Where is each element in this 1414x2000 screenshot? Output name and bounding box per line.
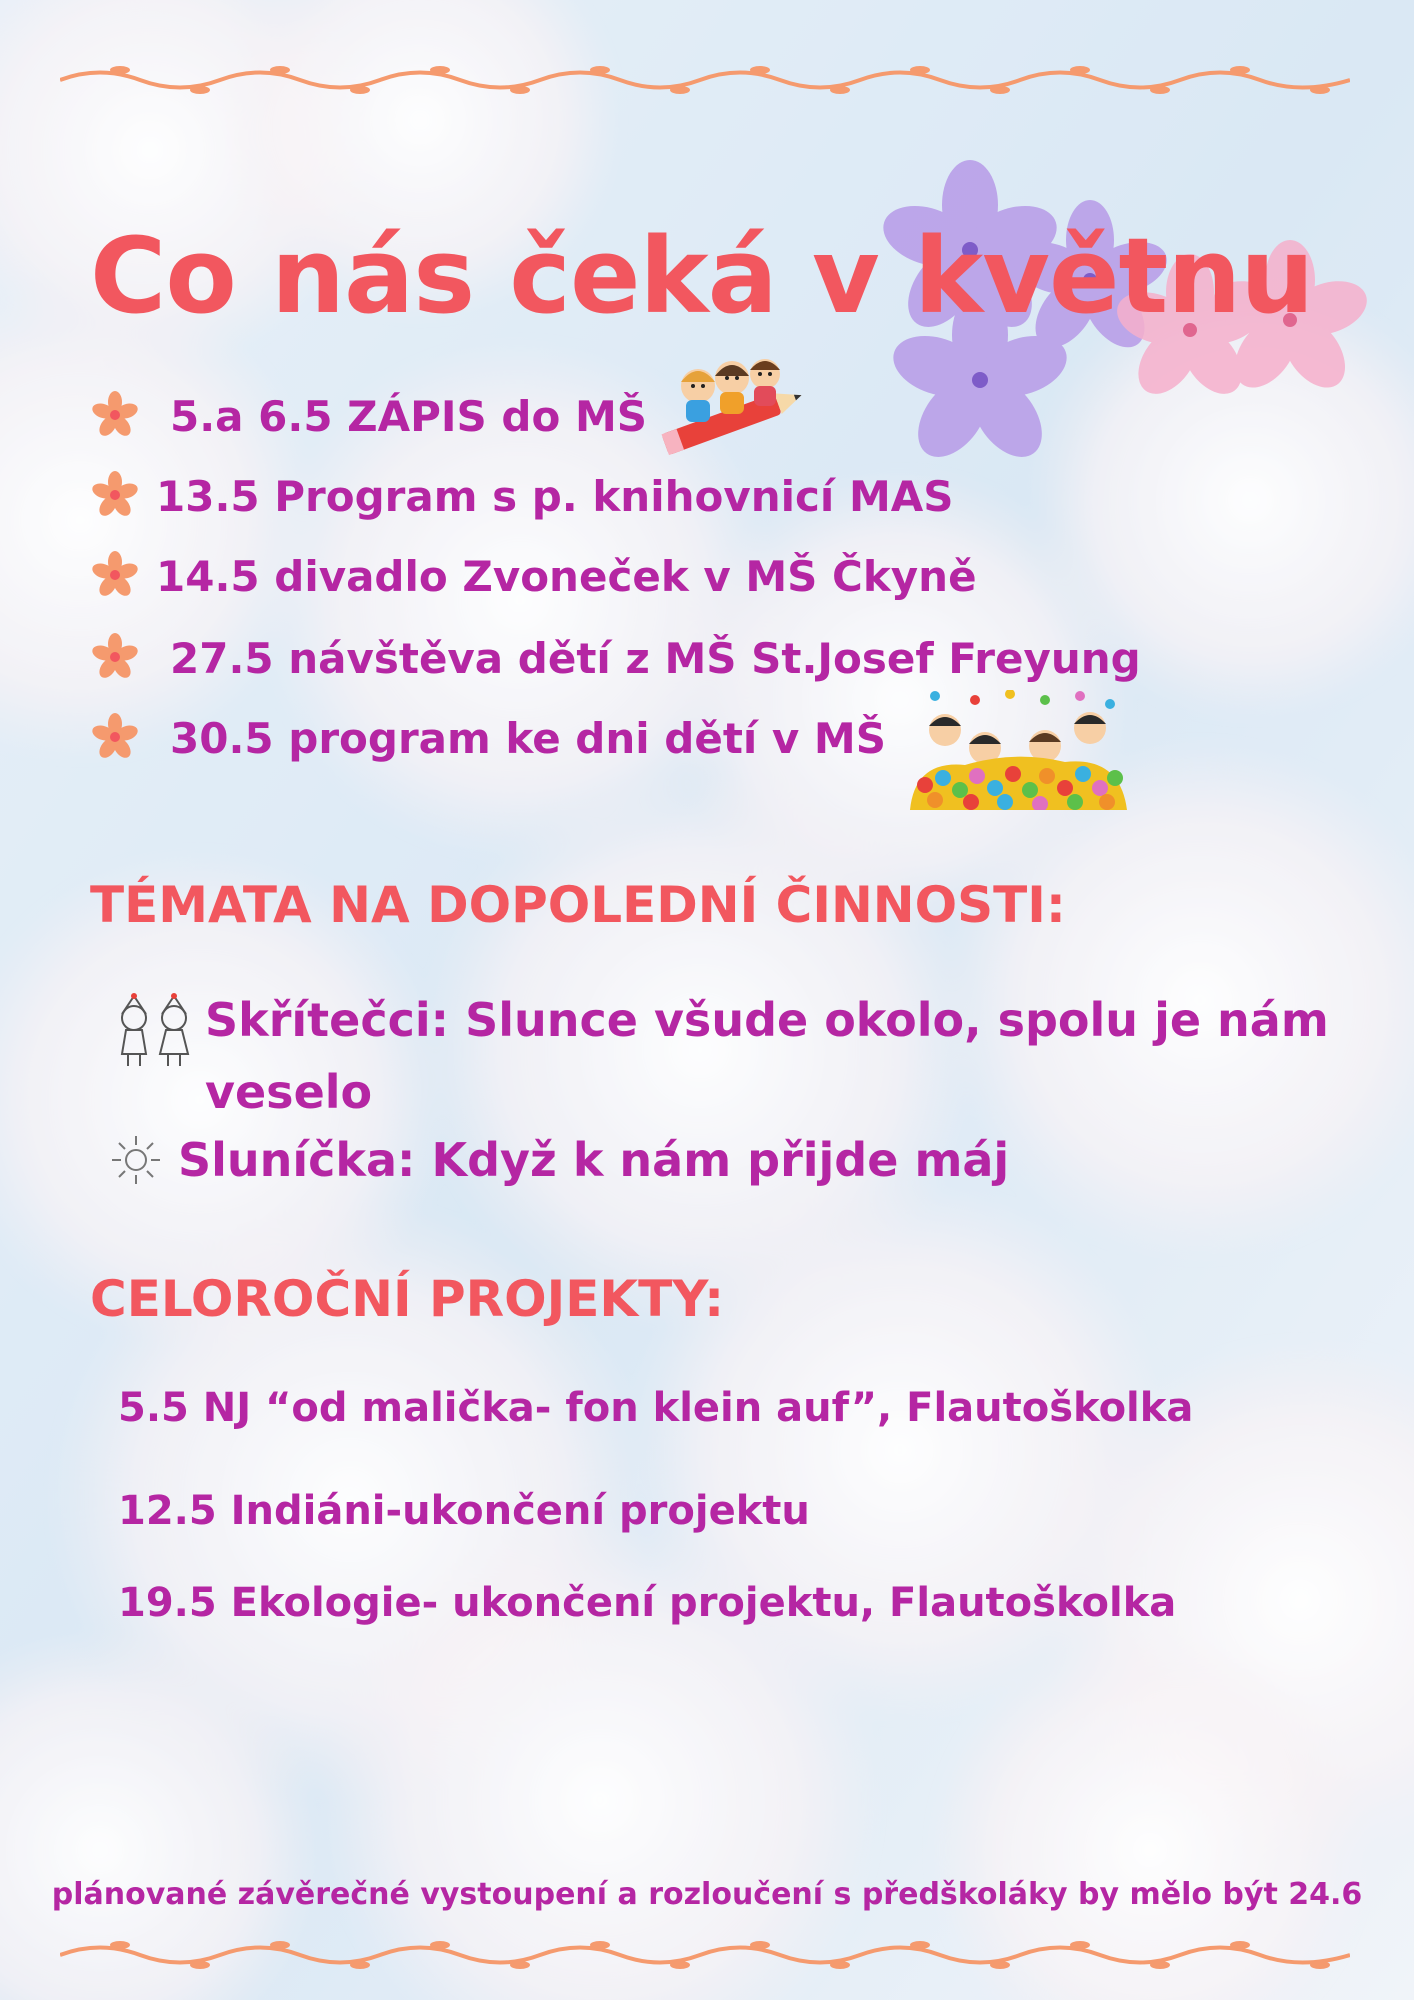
vine-border-bottom <box>60 1935 1350 1975</box>
elf-children-icon <box>108 992 200 1068</box>
project-item: 5.5 NJ “od malička- fon klein auf”, Flautoškolka <box>118 1385 1194 1431</box>
projects-heading: CELOROČNÍ PROJEKTY: <box>90 1270 725 1328</box>
kids-on-pencil-icon <box>650 348 810 458</box>
kids-ball-pit-icon <box>905 690 1130 810</box>
event-text: 13.5 Program s p. knihovnicí MAS <box>156 472 954 521</box>
flower-bullet-icon <box>90 712 140 762</box>
event-text: 5.a 6.5 ZÁPIS do MŠ <box>170 392 647 441</box>
theme-item: Sluníčka: Když k nám přijde máj <box>178 1133 1010 1187</box>
event-text: 30.5 program ke dni dětí v MŠ <box>170 714 886 763</box>
page-title: Co nás čeká v květnu <box>90 215 1314 337</box>
flower-bullet-icon <box>90 550 140 600</box>
theme-item: Skřítečci: Slunce všude okolo, spolu je nám veselo <box>205 993 1329 1119</box>
project-item: 12.5 Indiáni-ukončení projektu <box>118 1488 810 1534</box>
event-text: 27.5 návštěva dětí z MŠ St.Josef Freyung <box>170 634 1141 683</box>
flower-bullet-icon <box>90 470 140 520</box>
flower-bullet-icon <box>90 390 140 440</box>
sun-icon <box>110 1134 162 1186</box>
project-item: 19.5 Ekologie- ukončení projektu, Flautoškolka <box>118 1580 1177 1626</box>
vine-border-top <box>60 60 1350 100</box>
flower-bullet-icon <box>90 632 140 682</box>
themes-heading: TÉMATA NA DOPOLEDNÍ ČINNOSTI: <box>90 876 1066 934</box>
event-text: 14.5 divadlo Zvoneček v MŠ Čkyně <box>156 552 977 601</box>
footer-note: plánované závěrečné vystoupení a rozloučení s předškoláky by mělo být 24.6 <box>51 1877 1363 1912</box>
